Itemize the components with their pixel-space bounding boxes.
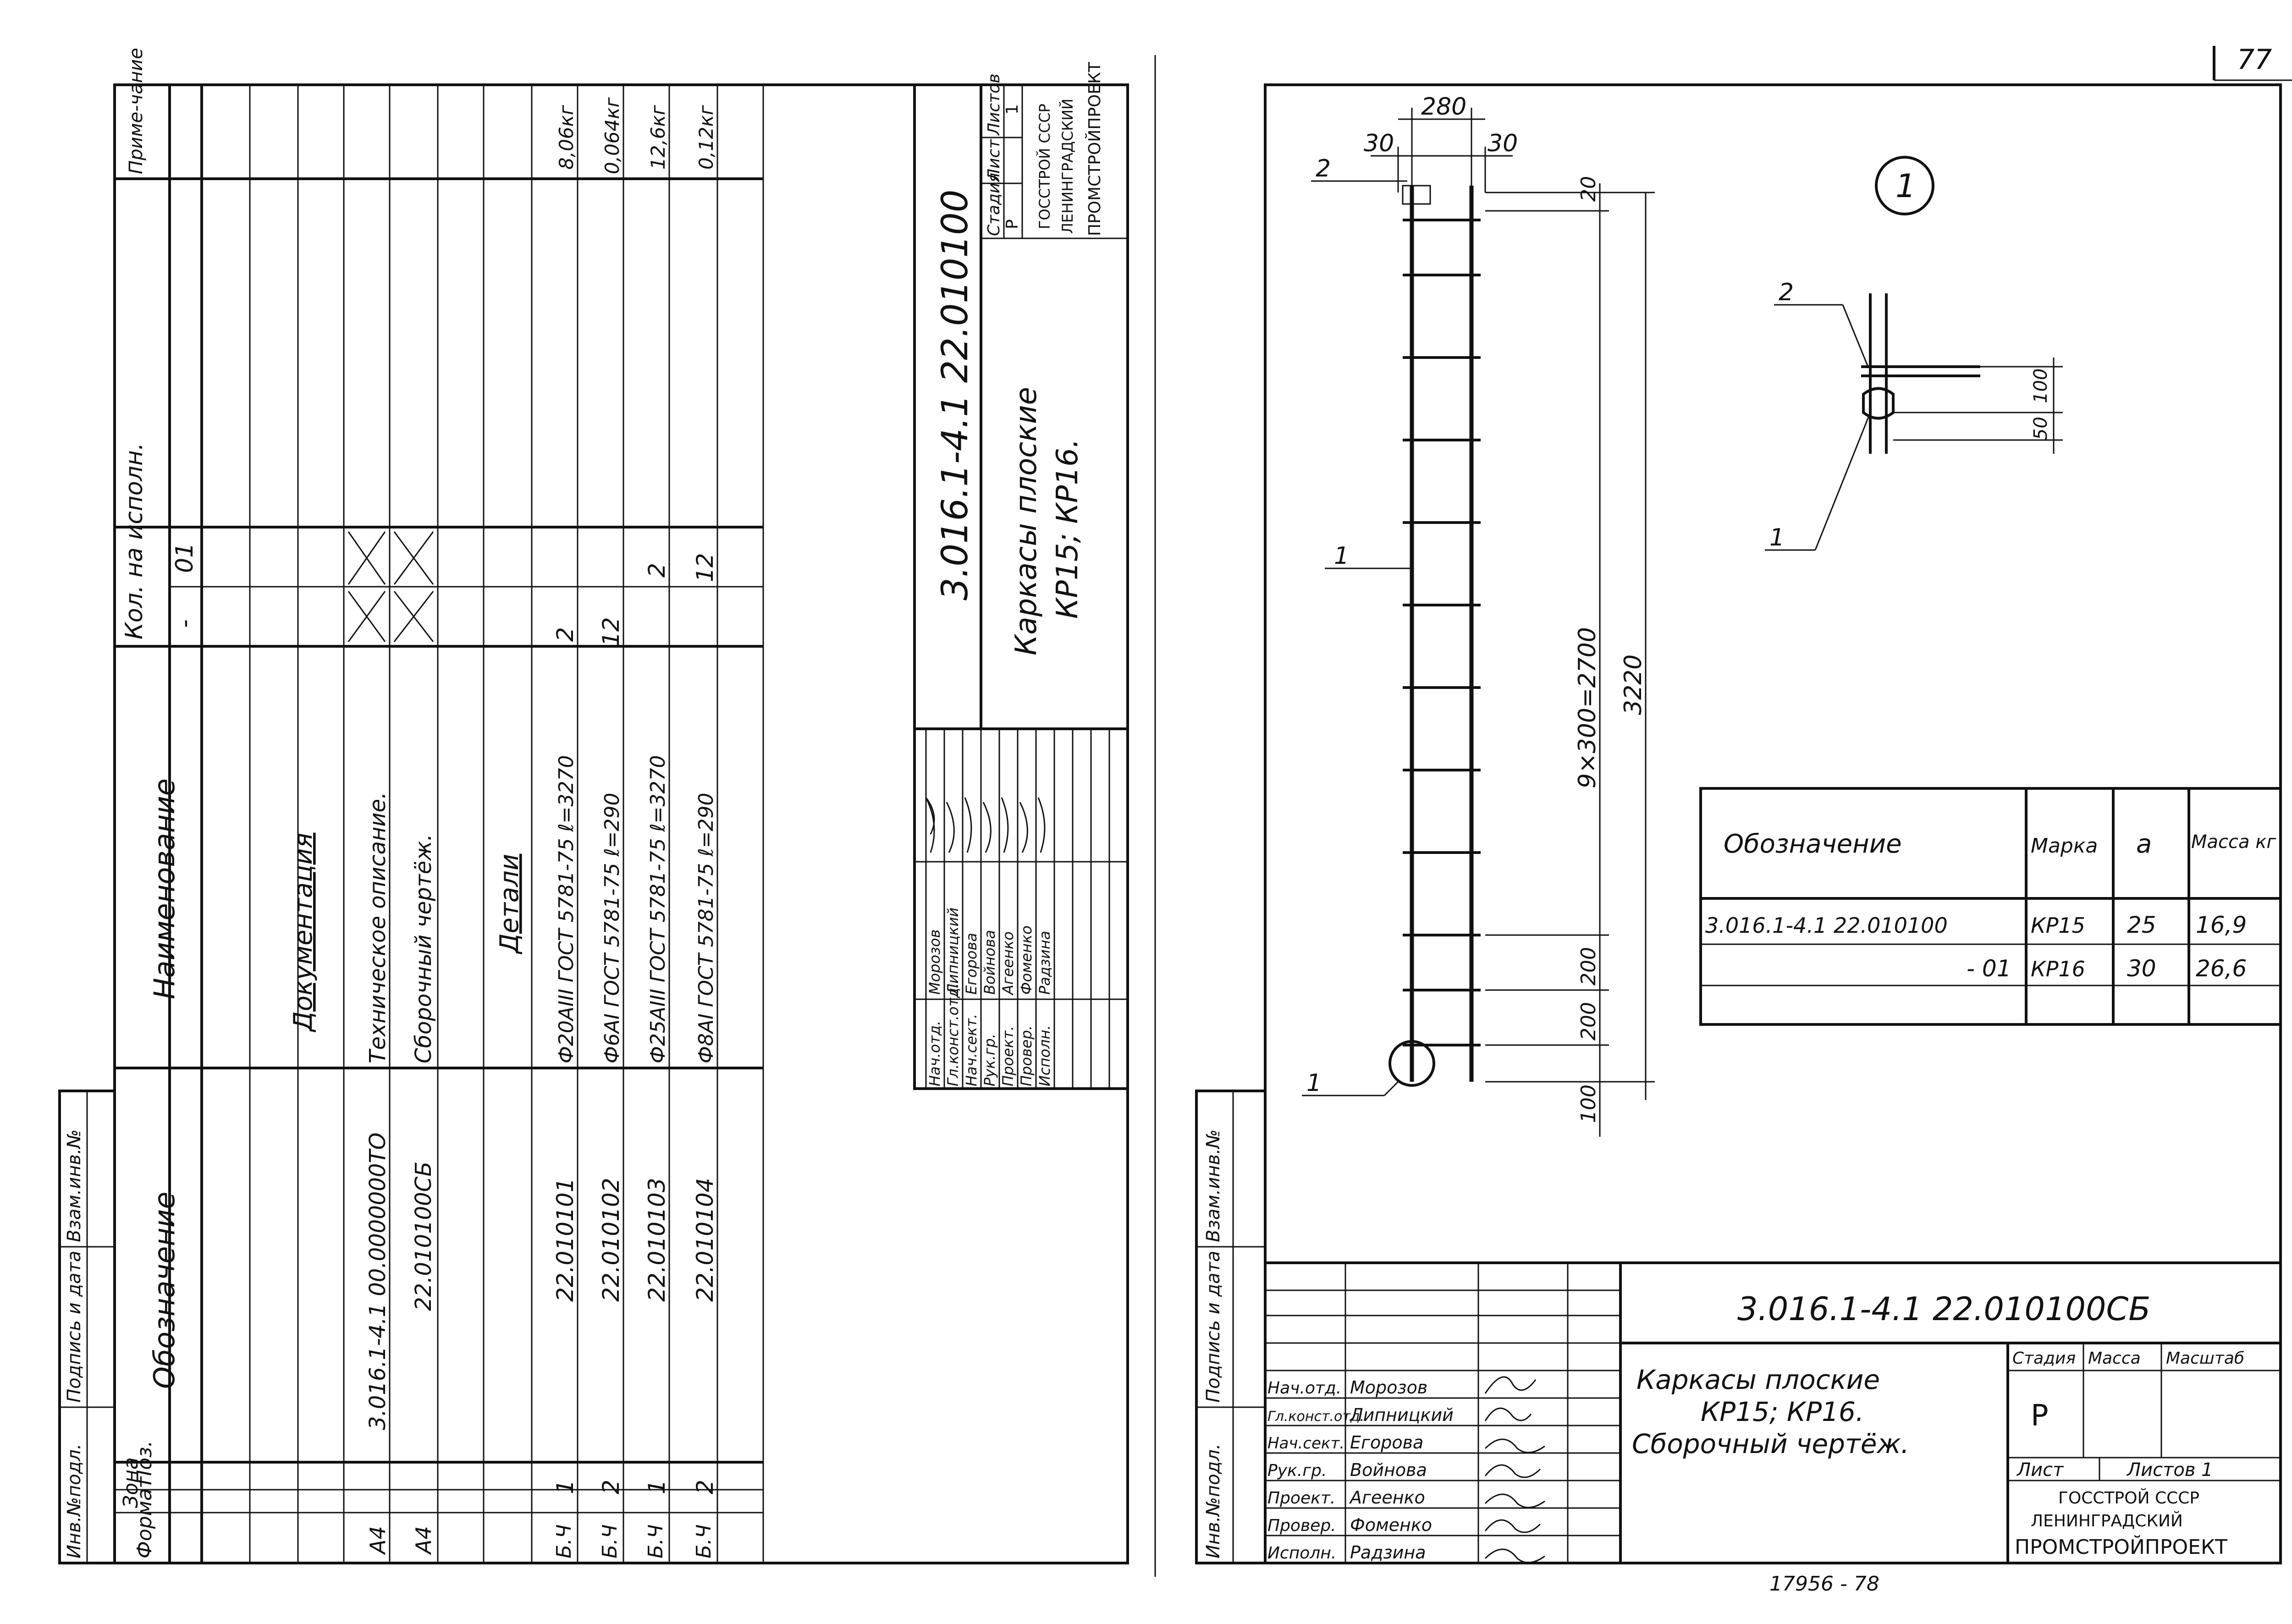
row5-qty2: 2 bbox=[644, 563, 670, 578]
left-tb-title2: КР15; КР16. bbox=[1051, 438, 1085, 619]
node-label: 1 bbox=[1895, 167, 1916, 205]
row4-format: Б.Ч bbox=[598, 1524, 622, 1558]
right-tb-scale-label: Масштаб bbox=[2166, 1349, 2245, 1368]
left-tb-stage: Р bbox=[1003, 219, 1022, 229]
right-tb-role-0: Нач.отд. bbox=[1267, 1379, 1342, 1398]
row5-format: Б.Ч bbox=[644, 1524, 667, 1558]
hdr-qty-title: Кол. на исполн. bbox=[121, 442, 148, 639]
right-tb-org3: ПРОМСТРОЙПРОЕКТ bbox=[2015, 1536, 2228, 1559]
hdr-qty-col2: 01 bbox=[171, 542, 198, 573]
r-side-label-replace: Взам.инв.№ bbox=[1203, 1129, 1224, 1242]
left-tb-role-0: Нач.отд. bbox=[926, 1020, 943, 1086]
mark-table-r2-designation: - 01 bbox=[1967, 955, 2011, 982]
section-documentation: Документация bbox=[288, 832, 318, 1031]
right-tb-name-2: Егорова bbox=[1350, 1432, 1424, 1453]
mark-table-h-mark: Марка bbox=[2031, 834, 2098, 858]
row2-designation: 22.010100СБ bbox=[411, 1161, 436, 1311]
row5-designation: 22.010103 bbox=[644, 1178, 670, 1302]
right-tb-role-4: Проект. bbox=[1267, 1489, 1336, 1508]
row6-qty2: 12 bbox=[692, 553, 718, 582]
right-title-block bbox=[1265, 1263, 2281, 1563]
left-tb-stage-label: Стадия bbox=[985, 172, 1003, 236]
section-details: Детали bbox=[495, 853, 524, 953]
row4-note: 0,064кг bbox=[601, 97, 623, 174]
r-side-label-sign: Подпись и дата bbox=[1203, 1250, 1224, 1403]
node-detail-sketch bbox=[1861, 293, 1980, 454]
left-tb-role-2: Нач.сект. bbox=[963, 1013, 980, 1086]
left-tb-name-0: Морозов bbox=[926, 929, 943, 995]
r-side-label-inv: Инв.№подл. bbox=[1203, 1443, 1224, 1558]
left-tb-sheet-label: Лист bbox=[985, 139, 1003, 181]
side-label-inv: Инв.№подл. bbox=[64, 1443, 85, 1558]
right-tb-name-3: Войнова bbox=[1350, 1460, 1427, 1480]
mark-table-r2-mass: 26,6 bbox=[2196, 955, 2247, 982]
dim-2700: 9×300=2700 bbox=[1574, 627, 1601, 788]
right-tb-org1: ГОССТРОЙ СССР bbox=[2058, 1489, 2200, 1508]
right-tb-code: 3.016.1-4.1 22.010100СБ bbox=[1737, 1290, 2151, 1328]
node-dim-100: 100 bbox=[2030, 368, 2051, 403]
hdr-pos: Поз. bbox=[133, 1440, 156, 1485]
left-tb-title1: Каркасы плоские bbox=[1009, 387, 1043, 655]
row3-designation: 22.010101 bbox=[552, 1178, 579, 1302]
dim-100: 100 bbox=[1577, 1085, 1600, 1123]
dim-280: 280 bbox=[1421, 93, 1467, 121]
left-tb-name-1: Липницкий bbox=[944, 907, 962, 995]
page-number: 77 bbox=[2237, 44, 2272, 76]
hdr-qty-col1: - bbox=[171, 619, 198, 628]
right-tb-stage: Р bbox=[2031, 1399, 2049, 1433]
mark-table-r1-mass: 16,9 bbox=[2196, 912, 2247, 938]
left-sheet-specification bbox=[60, 48, 1128, 1563]
row3-qty1: 2 bbox=[552, 627, 579, 642]
row3-name: Ф20АIII ГОСТ 5781-75 ℓ=3270 bbox=[555, 755, 578, 1063]
left-tb-role-4: Проект. bbox=[999, 1026, 1017, 1086]
row2-format: А4 bbox=[411, 1526, 436, 1554]
transverse-bars bbox=[1403, 220, 1481, 1045]
node-callout-1: 1 bbox=[1769, 524, 1785, 551]
right-tb-role-5: Провер. bbox=[1267, 1516, 1336, 1535]
right-tb-stage-label: Стадия bbox=[2012, 1349, 2076, 1368]
mark-table-r1-a: 25 bbox=[2127, 912, 2156, 938]
mark-table-r2-a: 30 bbox=[2127, 955, 2156, 982]
right-tb-role-2: Нач.сект. bbox=[1267, 1434, 1345, 1453]
row6-pos: 2 bbox=[692, 1480, 718, 1494]
callout-1-mid: 1 bbox=[1334, 542, 1350, 570]
hdr-designation: Обозначение bbox=[148, 1191, 181, 1389]
node-dim-50: 50 bbox=[2030, 417, 2051, 440]
row6-designation: 22.010104 bbox=[692, 1178, 718, 1302]
row5-note: 12,6кг bbox=[647, 105, 669, 170]
left-title-block bbox=[915, 61, 1128, 1089]
left-tb-code: 3.016.1-4.1 22.010100 bbox=[935, 189, 976, 600]
row5-pos: 1 bbox=[644, 1480, 670, 1494]
dim-200b: 200 bbox=[1577, 1002, 1600, 1040]
left-tb-name-6: Радзина bbox=[1036, 930, 1053, 995]
row3-pos: 1 bbox=[552, 1480, 579, 1494]
row4-pos: 2 bbox=[598, 1480, 624, 1494]
hdr-note: Приме-чание bbox=[126, 48, 147, 174]
row4-designation: 22.010102 bbox=[598, 1178, 624, 1302]
right-tb-role-6: Исполн. bbox=[1267, 1544, 1337, 1563]
row5-name: Ф25АIII ГОСТ 5781-75 ℓ=3270 bbox=[646, 755, 670, 1063]
side-label-replace: Взам.инв.№ bbox=[64, 1129, 85, 1242]
bottom-number: 17956 - 78 bbox=[1769, 1572, 1879, 1596]
side-label-sign: Подпись и дата bbox=[64, 1250, 85, 1403]
dim-30b: 30 bbox=[1488, 130, 1518, 157]
mark-table-h-mass: Масса кг bbox=[2191, 831, 2276, 853]
right-tb-mass-label: Масса bbox=[2088, 1349, 2141, 1368]
right-tb-title1: Каркасы плоские bbox=[1636, 1364, 1880, 1395]
row2-name: Сборочный чертёж. bbox=[411, 834, 436, 1063]
right-sheet-assembly-drawing bbox=[1196, 85, 2281, 1596]
right-tb-name-5: Фоменко bbox=[1350, 1515, 1432, 1535]
dim-20: 20 bbox=[1577, 176, 1600, 202]
dim-200a: 200 bbox=[1577, 947, 1600, 985]
mark-table-h-designation: Обозначение bbox=[1724, 829, 1902, 859]
left-tb-name-3: Войнова bbox=[981, 930, 998, 995]
right-tb-org2: ЛЕНИНГРАДСКИЙ bbox=[2031, 1512, 2183, 1530]
row6-note: 0,12кг bbox=[695, 105, 717, 170]
row6-format: Б.Ч bbox=[692, 1524, 716, 1558]
row1-name: Техническое описание. bbox=[365, 792, 391, 1063]
row1-format: А4 bbox=[365, 1526, 390, 1554]
left-tb-name-2: Егорова bbox=[963, 933, 980, 995]
callout-1-bottom: 1 bbox=[1306, 1069, 1322, 1097]
row1-designation: 3.016.1-4.1 00.0000000ТО bbox=[365, 1132, 391, 1430]
left-tb-role-3: Рук.гр. bbox=[981, 1033, 998, 1086]
hdr-name: Наименование bbox=[148, 778, 181, 999]
right-tb-name-6: Радзина bbox=[1350, 1542, 1426, 1563]
right-tb-sheets-label: Листов 1 bbox=[2127, 1459, 2213, 1481]
right-tb-sheet-label: Лист bbox=[2017, 1459, 2064, 1481]
left-tb-sheets-label: Листов bbox=[985, 73, 1003, 135]
right-tb-title2: КР15; КР16. bbox=[1701, 1396, 1864, 1427]
left-tb-org1: ГОССТРОЙ СССР bbox=[1036, 104, 1053, 229]
left-tb-org2: ЛЕНИНГРАДСКИЙ bbox=[1059, 99, 1076, 234]
node-callout-2: 2 bbox=[1779, 279, 1794, 306]
row3-format: Б.Ч bbox=[552, 1524, 576, 1558]
left-tb-role-6: Исполн. bbox=[1036, 1025, 1053, 1086]
row6-name: Ф8АI ГОСТ 5781-75 ℓ=290 bbox=[694, 793, 718, 1063]
left-tb-role-5: Провер. bbox=[1018, 1025, 1035, 1086]
right-tb-title3: Сборочный чертёж. bbox=[1632, 1428, 1910, 1459]
right-tb-name-4: Агеенко bbox=[1350, 1487, 1425, 1508]
callout-2-top: 2 bbox=[1316, 155, 1331, 182]
mark-table-h-a: а bbox=[2136, 829, 2152, 859]
right-tb-name-0: Морозов bbox=[1350, 1377, 1428, 1398]
left-tb-sheets: 1 bbox=[1003, 104, 1022, 115]
hdr-zone: Зона bbox=[119, 1457, 143, 1508]
mark-table-r1-designation: 3.016.1-4.1 22.010100 bbox=[1705, 913, 1948, 938]
dim-3220: 3220 bbox=[1620, 654, 1647, 715]
row3-note: 8,06кг bbox=[555, 105, 578, 170]
dim-30a: 30 bbox=[1364, 130, 1394, 157]
left-tb-role-1: Гл.конст.отд. bbox=[944, 983, 962, 1086]
mark-table bbox=[1701, 788, 2281, 1024]
left-tb-org3: ПРОМСТРОЙПРОЕКТ bbox=[1085, 62, 1104, 236]
right-tb-role-3: Рук.гр. bbox=[1267, 1461, 1327, 1480]
left-tb-name-5: Фоменко bbox=[1018, 925, 1035, 995]
mark-table-r1-mark: КР15 bbox=[2031, 913, 2085, 938]
left-tb-name-4: Агеенко bbox=[999, 931, 1017, 995]
right-tb-role-1: Гл.конст.отд. bbox=[1267, 1409, 1365, 1425]
right-tb-signatures bbox=[1485, 1377, 1545, 1563]
mark-table-r2-mark: КР16 bbox=[2031, 957, 2085, 981]
row4-name: Ф6АI ГОСТ 5781-75 ℓ=290 bbox=[601, 793, 624, 1063]
right-tb-name-1: Липницкий bbox=[1350, 1405, 1454, 1425]
row4-qty1: 12 bbox=[598, 617, 624, 646]
hdr-format: Формат bbox=[133, 1476, 156, 1558]
